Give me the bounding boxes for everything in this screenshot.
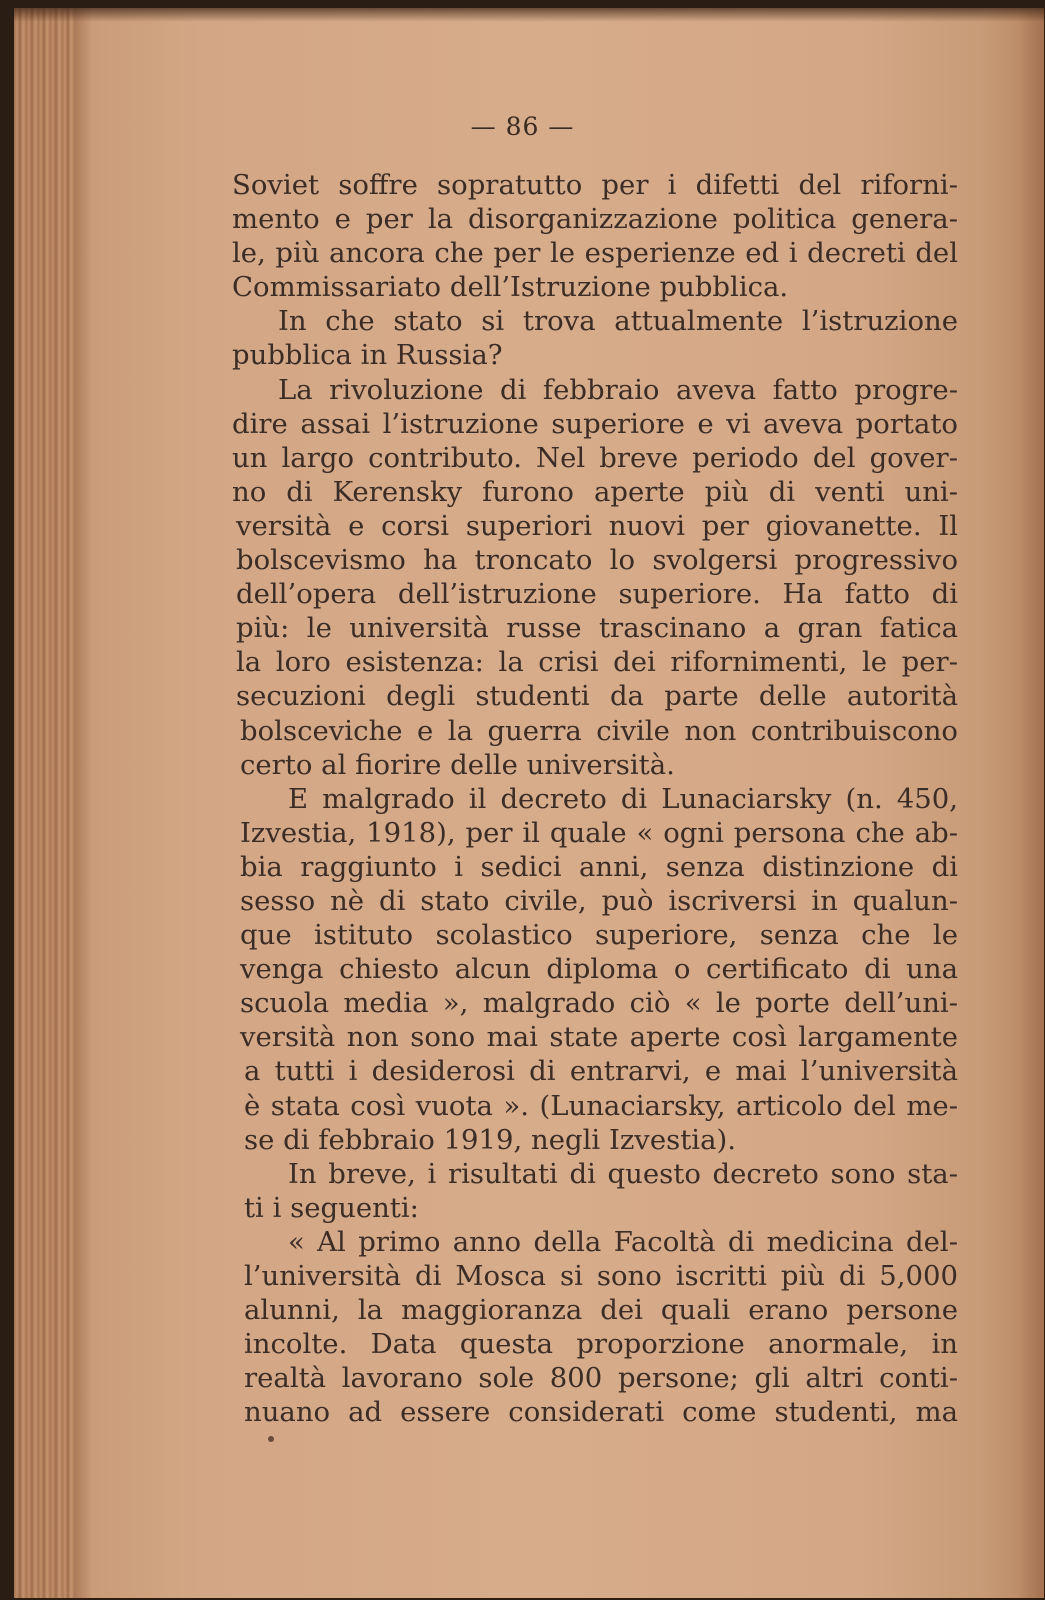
body-text [232,168,958,1429]
text-line: a tutti i desiderosi di entrarvi, e mai l’università [244,1055,958,1088]
text-line: dell’opera dell’istruzione superiore. Ha fatto di [236,578,958,611]
text-line: ti i seguenti: [244,1191,419,1224]
text-line: incolte. Data questa proporzione anormale, in [244,1328,958,1361]
text-line: Izvestia, 1918), per il quale « ogni persona che ab- [240,816,958,849]
text-line: bolsceviche e la guerra civile non contribuiscono [240,714,958,747]
text-line: certo al fiorire delle università. [240,748,675,781]
text-line: no di Kerensky furono aperte più di venti uni- [232,475,958,508]
text-line: bia raggiunto i sedici anni, senza distinzione di [240,850,958,883]
text-line: E malgrado il decreto di Lunaciarsky (n. 450, [288,782,958,815]
text-line: pubblica in Russia? [232,339,503,372]
text-line: In breve, i risultati di questo decreto sono sta- [288,1157,958,1190]
text-line: dire assai l’istruzione superiore e vi aveva portato [232,407,958,440]
text-line: mento e per la disorganizzazione politica genera- [232,203,958,236]
text-line: bolscevismo ha troncato lo svolgersi progressivo [236,544,958,577]
text-line: se di febbraio 1919, negli Izvestia). [244,1123,736,1156]
text-line: Soviet soffre sopratutto per i difetti del riforni- [232,169,958,201]
text-line: La rivoluzione di febbraio aveva fatto progre- [278,373,958,406]
text-line: In che stato si trova attualmente l’istruzione [278,305,958,338]
text-line: secuzioni degli studenti da parte delle autorità [236,680,958,713]
text-line: l’università di Mosca si sono iscritti più di 5,000 [244,1260,958,1292]
text-line: scuola media », malgrado ciò « le porte dell’uni- [240,987,958,1020]
page-number: — 86 — [470,112,575,141]
text-line: Commissariato dell’Istruzione pubblica. [232,271,789,304]
ink-speck [268,1436,274,1442]
text-line: que istituto scolastico superiore, senza che le [240,919,958,952]
text-line: alunni, la maggioranza dei quali erano persone [244,1294,958,1327]
top-shadow [14,8,1044,22]
text-line: sesso nè di stato civile, può iscriversi in qualun- [240,884,958,917]
text-line: è stata così vuota ». (Lunaciarsky, articolo del me- [244,1089,958,1122]
text-line: la loro esistenza: la crisi dei rifornimenti, le per- [236,646,958,679]
text-line: versità e corsi superiori nuovi per giovanette. Il [236,509,958,542]
text-line: realtà lavorano sole 800 persone; gli altri conti- [244,1362,958,1395]
text-line: « Al primo anno della Facoltà di medicina del- [288,1225,958,1258]
text-line: più: le università russe trascinano a gran fatica [236,612,958,645]
text-line: un largo contributo. Nel breve periodo del gover- [232,441,958,474]
text-line: versità non sono mai state aperte così largamente [240,1021,958,1054]
text-line: le, più ancora che per le esperienze ed i decreti del [232,237,958,270]
page-edges [14,8,74,1598]
page-shadow [1018,8,1044,1598]
text-line: nuano ad essere considerati come studenti, ma [244,1396,958,1429]
text-line: venga chiesto alcun diploma o certificato di una [240,953,958,986]
